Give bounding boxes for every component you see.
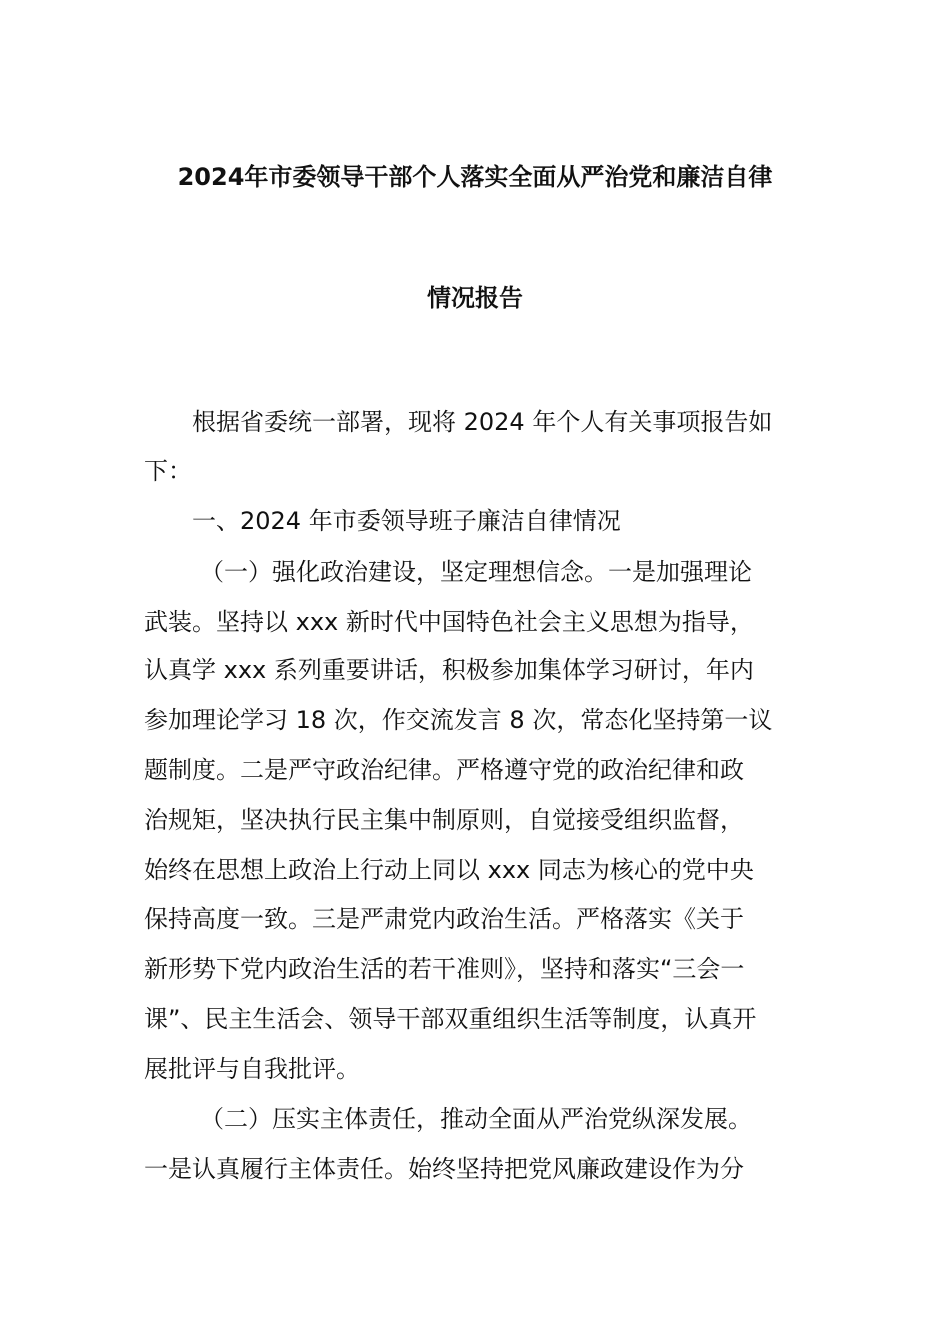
subsection-heading-2: （二）压实主体责任，推动全面从严治党纵深发展。: [200, 1105, 752, 1133]
body-text-line: 根据省委统一部署，现将 2024 年个人有关事项报告如: [192, 408, 773, 436]
body-text-line: 认真学 xxx 系列重要讲话，积极参加集体学习研讨，年内: [144, 656, 754, 684]
subsection-heading-1: （一）强化政治建设，坚定理想信念。一是加强理论: [200, 558, 752, 586]
document-title-line-1: 2024年市委领导干部个人落实全面从严治党和廉洁自律: [177, 163, 773, 191]
body-text-line: 一是认真履行主体责任。始终坚持把党风廉政建设作为分: [144, 1155, 744, 1183]
body-text-line: 课”、民主生活会、领导干部双重组织生活等制度，认真开: [144, 1005, 757, 1033]
body-text-line: 题制度。二是严守政治纪律。严格遵守党的政治纪律和政: [144, 756, 744, 784]
body-text-line: 下：: [144, 457, 192, 485]
body-text-line: 新形势下党内政治生活的若干准则》，坚持和落实“三会一: [144, 955, 745, 983]
document-title-line-2: 情况报告: [427, 284, 523, 312]
body-text-line: 展批评与自我批评。: [144, 1055, 360, 1083]
body-text-line: 参加理论学习 18 次，作交流发言 8 次，常态化坚持第一议: [144, 706, 773, 734]
body-text-line: 武装。坚持以 xxx 新时代中国特色社会主义思想为指导，: [144, 608, 754, 636]
body-text-line: 治规矩，坚决执行民主集中制原则，自觉接受组织监督，: [144, 806, 744, 834]
section-heading-1: 一、2024 年市委领导班子廉洁自律情况: [192, 507, 621, 535]
body-text-line: 保持高度一致。三是严肃党内政治生活。严格落实《关于: [144, 905, 744, 933]
body-text-line: 始终在思想上政治上行动上同以 xxx 同志为核心的党中央: [144, 856, 754, 884]
